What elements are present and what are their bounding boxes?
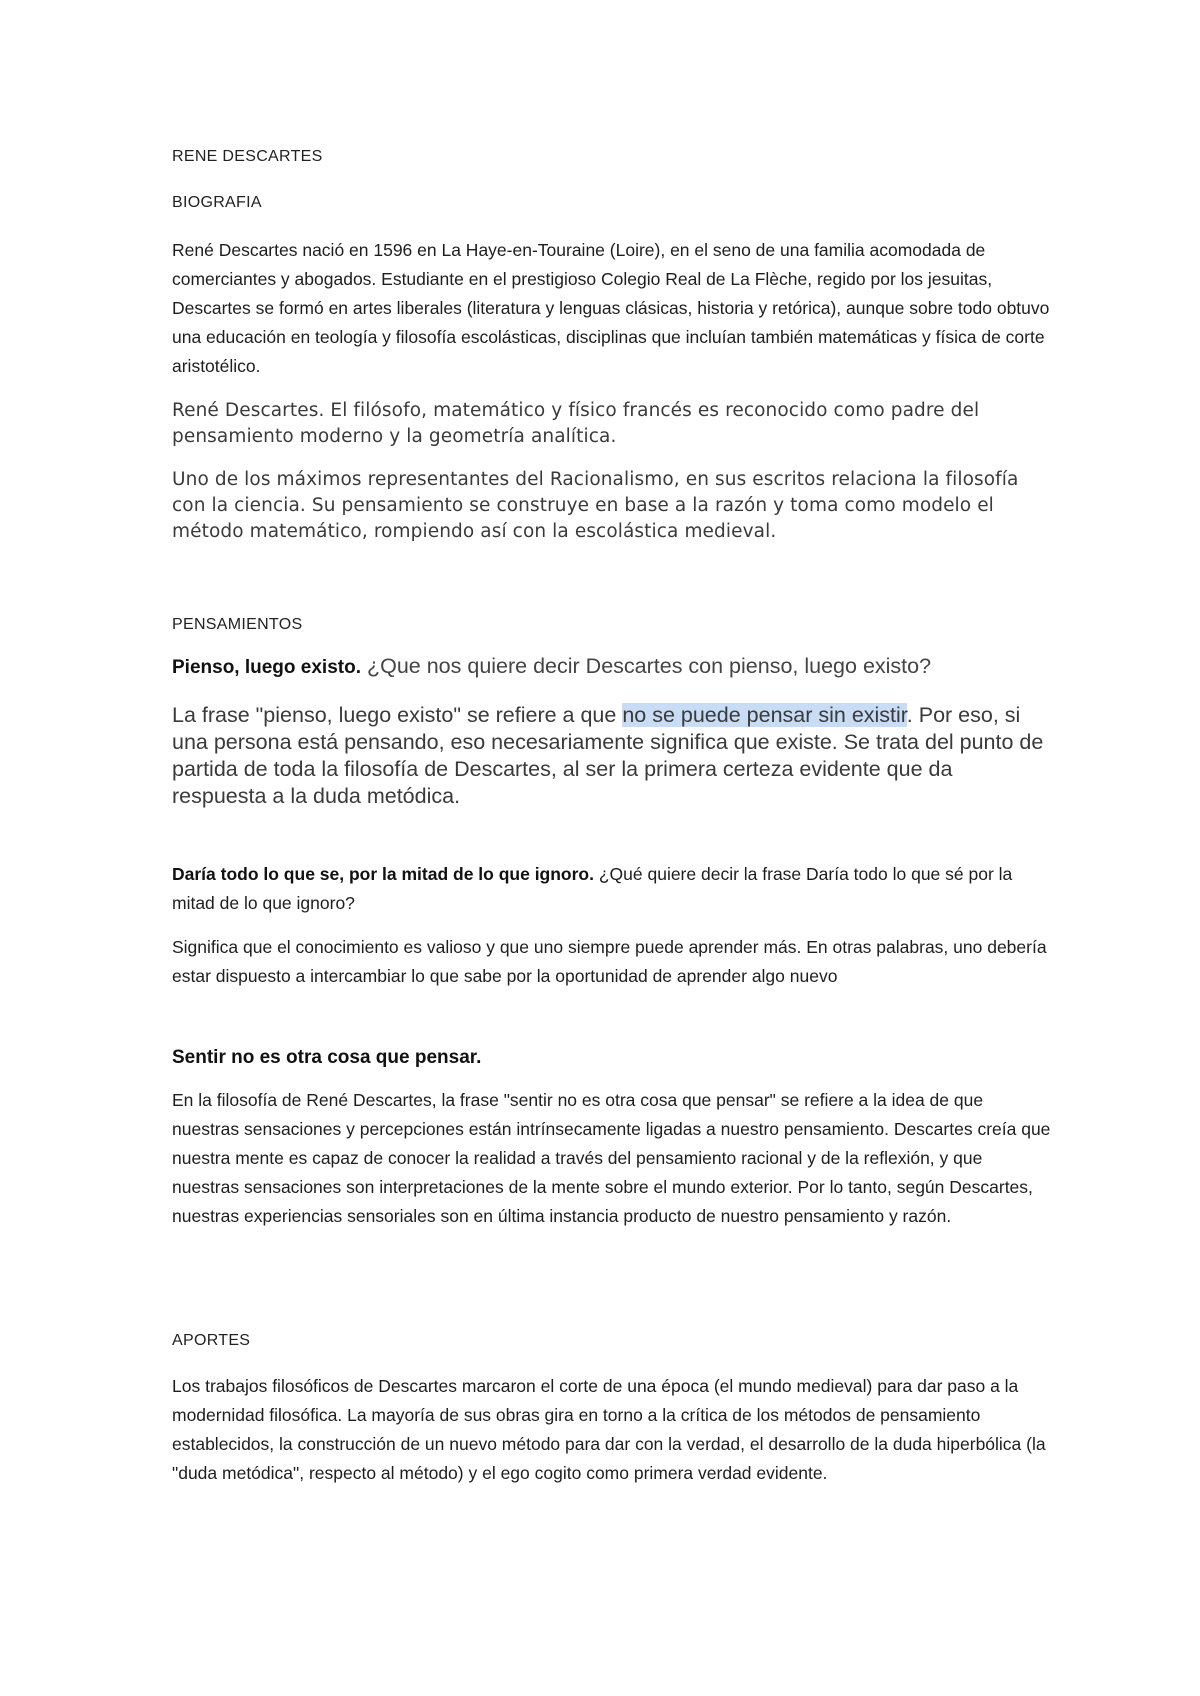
quote-2-answer: Significa que el conocimiento es valioso y que uno siempre puede aprender más. En otras palabras, uno debería estar dispuesto a intercambiar lo que sabe por la oportunidad de aprender algo nuevo: [172, 937, 1047, 986]
aportes-paragraph: Los trabajos filosóficos de Descartes marcaron el corte de una época (el mundo medieval) para dar paso a la modernidad filosófica. La mayoría de sus obras gira en torno a la crítica de los métodos de pensamiento establecidos, la construcción de un nuevo método para dar con la verdad, el desarrollo de la duda hiperbólica (la "duda metódica", respecto al método) y el ego cogito como primera verdad evidente.: [172, 1376, 1046, 1483]
section-heading-pensamientos: PENSAMIENTOS: [172, 616, 303, 633]
document-title: RENE DESCARTES: [172, 148, 323, 165]
quote-2-line: [172, 860, 1052, 918]
quote-3-title: Sentir no es otra cosa que pensar.: [172, 1047, 482, 1068]
biografia-paragraph-2: René Descartes. El filósofo, matemático y físico francés es reconocido como padre del pensamiento moderno y la geometría analítica.: [172, 400, 980, 447]
highlighted-text: no se puede pensar sin existir: [622, 703, 907, 727]
quote-1-answer-start: La frase "pienso, luego existo" se refiere a que: [172, 703, 623, 727]
quote-2-question: ¿Qué quiere decir la frase Daría todo lo que sé por la mitad de lo que ignoro?: [172, 864, 1013, 913]
quote-3-answer: En la filosofía de René Descartes, la frase "sentir no es otra cosa que pensar" se refiere a la idea de que nuestras sensaciones y percepciones están intrínsecamente ligadas a nuestro pensamiento. Descartes creía que nuestra mente es capaz de conocer la realidad a través del pensamiento racional y de la reflexión, y que nuestras sensaciones son interpretaciones de la mente sobre el mundo exterior. Por lo tanto, según Descartes, nuestras experiencias sensoriales son en última instancia producto de nuestro pensamiento y razón.: [172, 1090, 1051, 1226]
quote-1-question: ¿Que nos quiere decir Descartes con pienso, luego existo?: [361, 654, 932, 678]
quote-1-title: Pienso, luego existo.: [172, 657, 361, 678]
quote-2-title: Daría todo lo que se, por la mitad de lo que ignoro.: [172, 864, 594, 884]
quote-1-line: [172, 653, 1052, 682]
biografia-paragraph-3: Uno de los máximos representantes del Racionalismo, en sus escritos relaciona la filosofía con la ciencia. Su pensamiento se construye en base a la razón y toma como modelo el método matemático, rompiendo así con la escolástica medieval.: [172, 469, 1019, 542]
quote-1-answer: [172, 702, 1052, 810]
quote-1-answer-end: . Por eso, si una persona está pensando, eso necesariamente significa que existe. Se trata del punto de partida de toda la filosofía de Descartes, al ser la primera certeza evidente que da respuesta a la duda metódica.: [172, 703, 1044, 808]
biografia-paragraph-1: René Descartes nació en 1596 en La Haye-en-Touraine (Loire), en el seno de una familia acomodada de comerciantes y abogados. Estudiante en el prestigioso Colegio Real de La Flèche, regido por los jesuitas, Descartes se formó en artes liberales (literatura y lenguas clásicas, historia y retórica), aunque sobre todo obtuvo una educación en teología y filosofía escolásticas, disciplinas que incluían también matemáticas y física de corte aristotélico.: [172, 240, 1050, 376]
section-heading-aportes: APORTES: [172, 1332, 251, 1349]
section-heading-biografia: BIOGRAFIA: [172, 194, 262, 211]
